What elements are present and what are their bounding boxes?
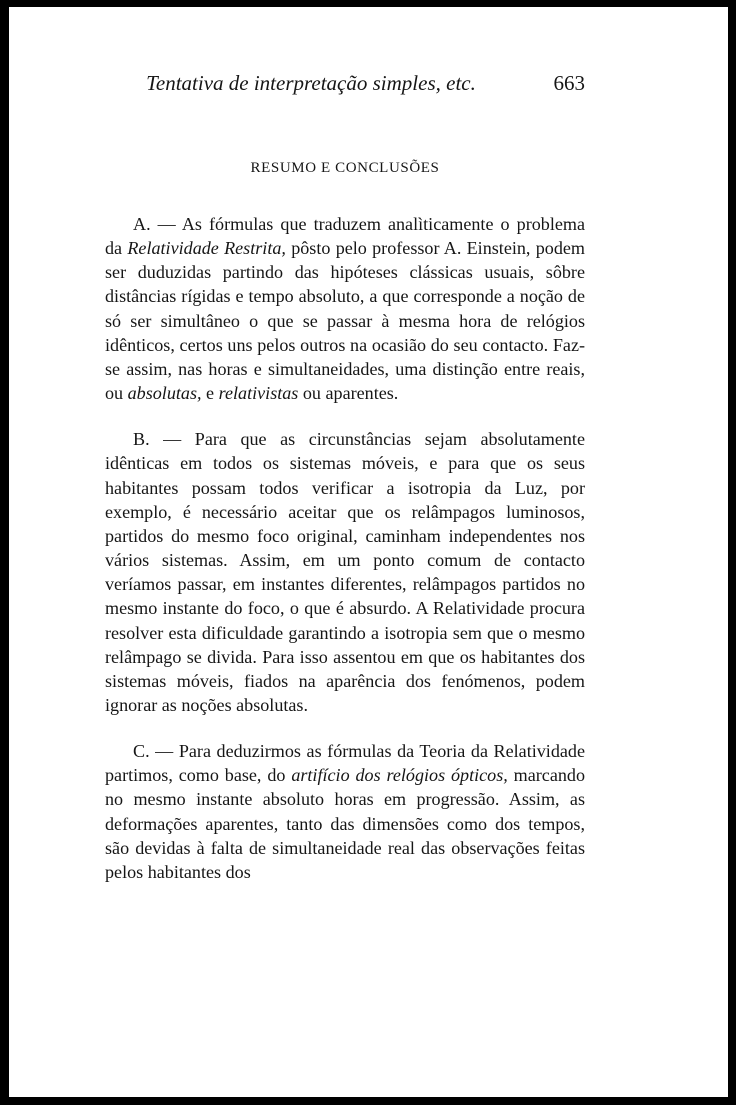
paragraph-c-text-2: marcando no mesmo instante absoluto horas em progressão. Assim, as deformações aparentes, tanto das dimensões como dos tempos, são devidas à falta de simultaneidade real das observações feitas pelos habitantes dos [105, 765, 586, 882]
paragraph-c [105, 739, 585, 884]
paragraph-a-italic-1: Relatividade Restrita, [127, 238, 286, 259]
paragraph-b: B. — Para que as circunstâncias sejam absolutamente idênticas em todos os sistemas móveis, e para que os seus habitantes possam todos verificar a isotropia da Luz, por exemplo, é necessário aceitar que os relâmpagos luminosos, partidos do mesmo foco original, caminham independentes nos vários sistemas. Assim, em um ponto comum de contacto veríamos passar, em instantes diferentes, relâmpagos partidos no mesmo instante do foco, o que é absurdo. A Relatividade procura resolver esta dificuldade garantindo a isotropia sem que o mesmo relâmpago se divida. Para isso assentou em que os habitantes dos sistemas móveis, fiados na aparência dos fenómenos, podem ignorar as noções absolutas. [105, 429, 585, 715]
page-number: 663 [553, 71, 585, 95]
section-heading: RESUMO E CONCLUSÕES [250, 160, 440, 176]
paragraph-a [105, 212, 585, 405]
paragraph-a-italic-2: absolutas, [127, 383, 202, 404]
paragraph-a-text-3: e [201, 383, 219, 404]
paragraph-c-italic-1: artifício dos relógios ópticos, [291, 765, 508, 786]
paragraph-a-text-2: pôsto pelo professor A. Einstein, podem ser duduzidas partindo das hipóteses clássicas usuais, sôbre distâncias rígidas e tempo absoluto, a que corresponde a noção de só ser simultâneo o que se passar à mesma hora de relógios idênticos, certos uns pelos outros na ocasião do seu contacto. Faz-se assim, nas horas e simultaneidades, uma distinção entre reais, ou [105, 238, 585, 404]
paragraph-a-italic-3: relativistas [218, 383, 299, 404]
page-header [105, 70, 585, 96]
paragraph-c-text-1: C. — Para deduzirmos as fórmulas da Teoria da Relatividade partimos, como base, do [105, 741, 585, 786]
running-head: Tentativa de interpretação simples, etc. [146, 71, 476, 95]
paragraph-a-text-4: ou aparentes. [298, 383, 399, 404]
document-page [9, 7, 728, 1097]
paragraph-a-text-1: A. — As fórmulas que traduzem analìticamente o problema da [105, 214, 585, 259]
body-text [105, 212, 585, 884]
